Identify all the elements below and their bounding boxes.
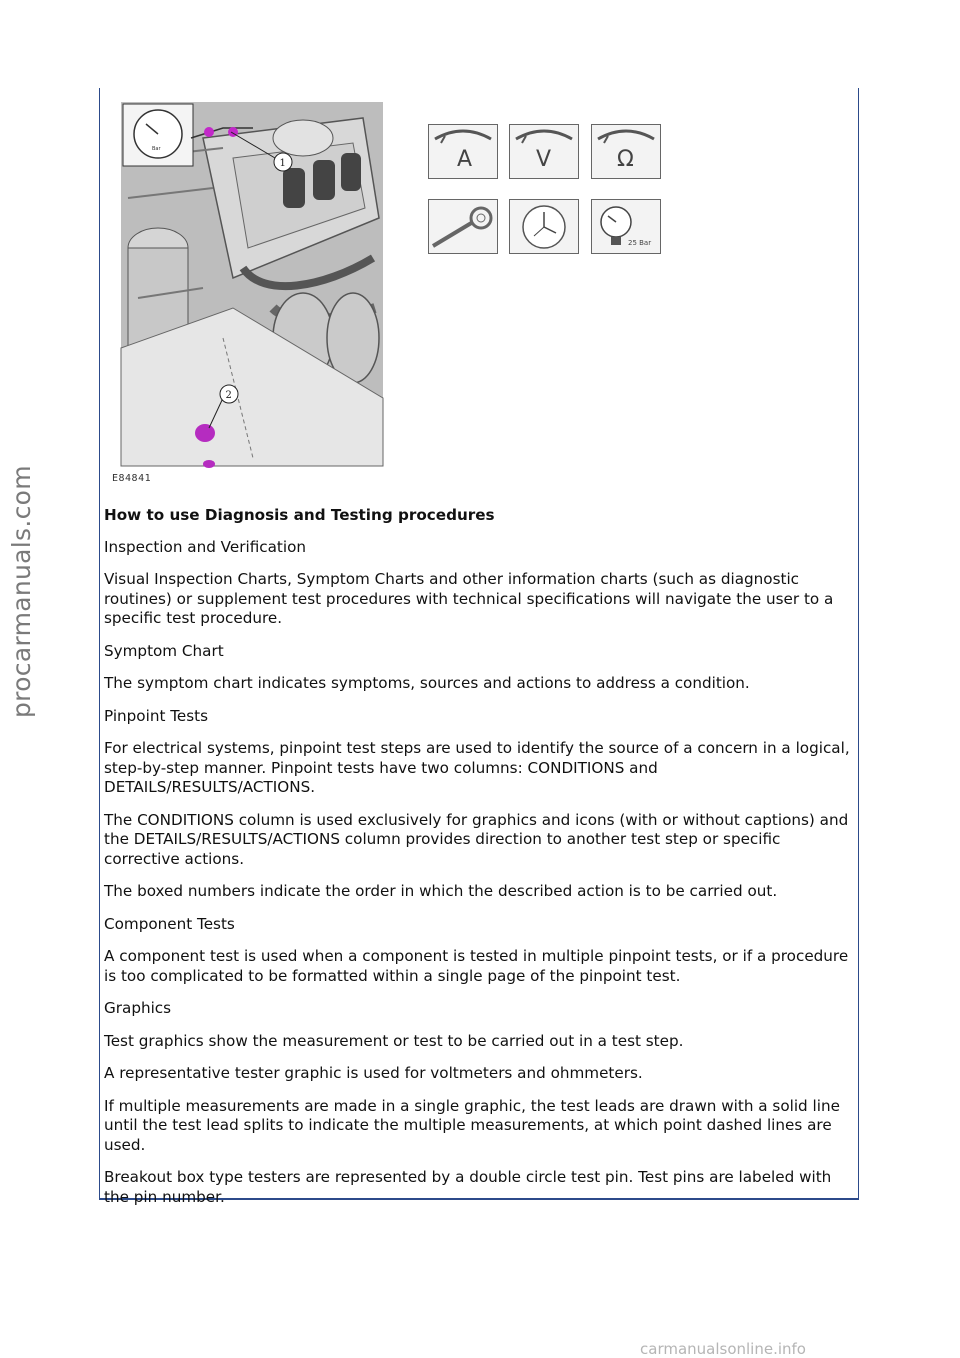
paragraph: If multiple measurements are made in a single graphic, the test leads are drawn with a solid line until the test lead splits to indicate the multiple measurements, at which point dashed lines are used.	[104, 1096, 840, 1154]
section-pinpoint-title: Pinpoint Tests	[104, 706, 209, 725]
pressure-gauge-icon	[591, 199, 661, 254]
paragraph: A representative tester graphic is used for voltmeters and ohmmeters.	[104, 1064, 643, 1082]
article-body	[104, 506, 854, 1220]
section-component-title: Component Tests	[104, 914, 235, 933]
engine-illustration	[113, 98, 385, 470]
figure-code: E84841	[112, 473, 152, 484]
paragraph: The symptom chart indicates symptoms, sources and actions to address a condition.	[104, 674, 750, 692]
paragraph: Visual Inspection Charts, Symptom Charts and other information charts (such as diagnostic routines) or supplement test procedures with technical specifications will navigate the user to a specific test procedure.	[104, 570, 834, 627]
side-watermark: procarmanuals.com	[7, 465, 36, 718]
paragraph: The CONDITIONS column is used exclusively for graphics and icons (with or without captions) and the DETAILS/RESULTS/ACTIONS column provides direction to another test step or specific corrective actions.	[104, 810, 849, 868]
paragraph: The boxed numbers indicate the order in which the described action is to be carried out.	[104, 882, 778, 900]
section-graphics-title: Graphics	[104, 999, 172, 1017]
bottom-watermark: carmanualsonline.info	[640, 1340, 806, 1358]
paragraph: Breakout box type testers are represented by a double circle test pin. Test pins are labeled with the pin number.	[104, 1168, 832, 1206]
svg-text:V: V	[536, 147, 552, 172]
svg-text:25 Bar: 25 Bar	[628, 239, 652, 247]
section-symptom-title: Symptom Chart	[104, 641, 224, 660]
paragraph: Test graphics show the measurement or test to be carried out in a test step.	[104, 1031, 684, 1050]
callout-2: 2	[225, 390, 232, 401]
svg-text:A: A	[457, 147, 473, 172]
paragraph: For electrical systems, pinpoint test steps are used to identify the source of a concern in a logical, step-by-step manner. Pinpoint tests have two columns: CONDITIONS and DETAILS/RESULTS/ACTIONS.	[104, 739, 850, 796]
clock-icon	[509, 199, 579, 254]
ohmmeter-icon	[591, 124, 661, 179]
ammeter-icon	[428, 124, 498, 179]
article-heading: How to use Diagnosis and Testing procedures	[104, 506, 495, 524]
voltmeter-icon	[509, 124, 579, 179]
section-inspection-title: Inspection and Verification	[104, 537, 307, 556]
svg-text:Ω: Ω	[617, 147, 634, 172]
svg-text:Bar: Bar	[152, 146, 161, 152]
wrench-icon	[428, 199, 498, 254]
callout-1: 1	[279, 158, 286, 169]
paragraph: A component test is used when a component is tested in multiple pinpoint tests, or if a procedure is too complicated to be formatted within a single page of the pinpoint test.	[104, 947, 849, 985]
